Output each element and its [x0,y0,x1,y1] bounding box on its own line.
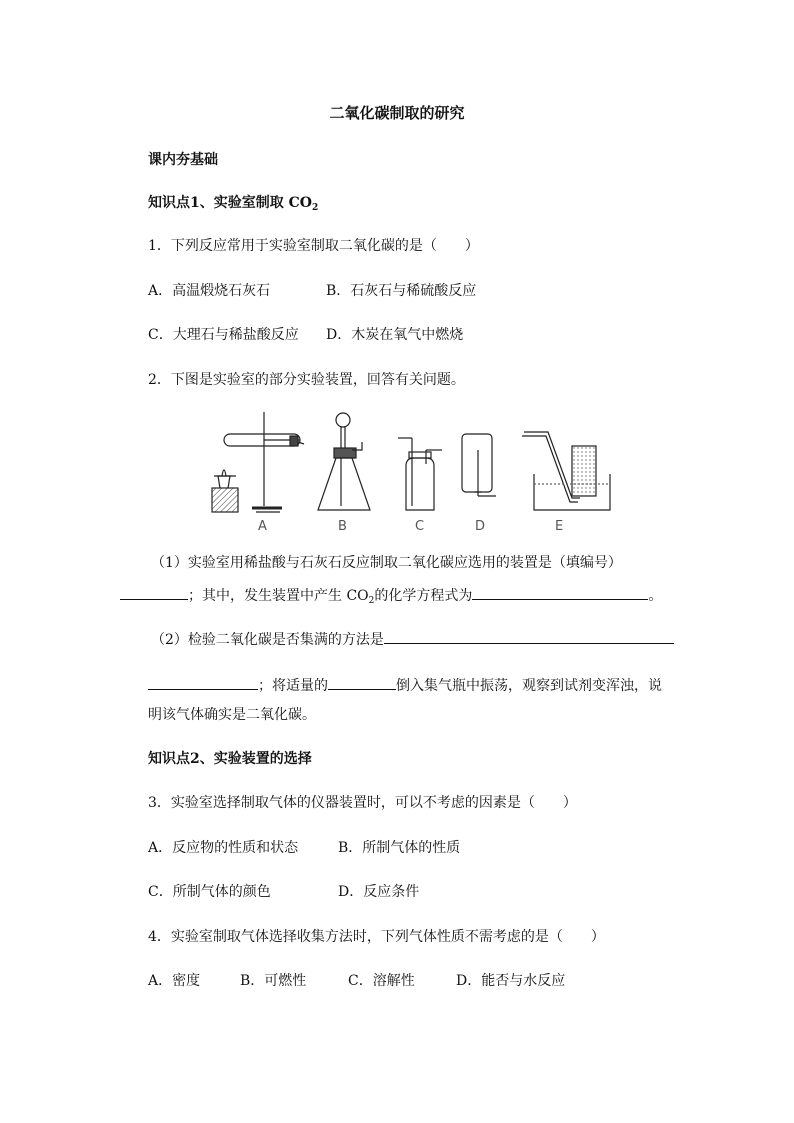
knowledge-point-1 [148,193,318,218]
apparatus-b [318,413,370,510]
q1-option-c: C．大理石与稀盐酸反应 [148,327,299,343]
apparatus-e [522,432,610,510]
kp1-subscript: 2 [311,203,319,213]
apparatus-d [462,434,496,496]
q4-option-d: D．能否与水反应 [456,973,566,989]
q4-option-c: C．溶解性 [348,973,415,989]
apparatus-figure [200,402,620,534]
q2-part1-subscript: 2 [368,596,375,606]
q3-option-c: C．所制气体的颜色 [148,884,271,900]
q2-part2-line3: 明该气体确实是二氧化碳。 [148,707,316,723]
q2-part2-text-a: （2）检验二氧化碳是否集满的方法是 [151,632,384,648]
answer-blank-device[interactable] [120,584,188,600]
q3-option-d: D．反应条件 [338,884,420,900]
apparatus-a [212,412,304,512]
label-c: C [415,519,425,534]
q3-option-a: A．反应物的性质和状态 [148,840,299,856]
label-a: A [258,519,267,534]
question-4-stem: 4．实验室制取气体选择收集方法时，下列气体性质不需考虑的是（ ） [148,929,605,945]
q2-part1-text-c: 的化学方程式为 [374,588,473,604]
question-2-stem: 2．下图是实验室的部分实验装置，回答有关问题。 [148,372,465,388]
question-1-options-row1 [148,281,476,301]
q3-option-b: B．所制气体的性质 [338,840,461,856]
knowledge-point-2: 知识点2、实验装置的选择 [148,751,312,767]
q2-part2-line1 [151,628,674,650]
q2-part2-text-c: 倒入集气瓶中振荡，观察到试剂变浑浊，说 [396,678,662,694]
question-3-options-row2 [148,882,419,902]
question-4-options [148,971,565,991]
q1-option-d: D．木炭在氧气中燃烧 [326,327,464,343]
q4-option-b: B．可燃性 [240,973,307,989]
q2-part1-line2 [120,584,662,611]
q2-part2-line2 [148,674,662,696]
q2-part2-text-b: ；将适量的 [258,678,328,694]
apparatus-c [398,438,442,510]
question-3-options-row1 [148,838,460,858]
answer-blank-method[interactable] [384,628,674,644]
q2-part1-line1: （1）实验室用稀盐酸与石灰石反应制取二氧化碳应选用的装置是（填编号） [151,555,622,571]
kp1-text: 知识点1、实验室制取 CO [148,195,312,211]
q4-option-a: A．密度 [148,973,201,989]
question-1-stem: 1．下列反应常用于实验室制取二氧化碳的是（ ） [148,238,479,254]
section-heading: 课内夯基础 [148,152,218,168]
answer-blank-reagent[interactable] [328,674,396,690]
q1-option-a: A．高温煅烧石灰石 [148,283,271,299]
q2-part1-text-b: ；其中，发生装置中产生 CO [188,588,369,604]
q2-part1-end: 。 [648,588,663,604]
answer-blank-method-cont[interactable] [148,674,258,690]
label-d: D [475,519,486,534]
answer-blank-equation[interactable] [472,584,648,600]
page-title: 二氧化碳制取的研究 [329,104,465,122]
q1-option-b: B．石灰石与稀硫酸反应 [326,283,477,299]
label-e: E [555,519,564,534]
question-1-options-row2 [148,325,463,345]
question-3-stem: 3．实验室选择制取气体的仪器装置时，可以不考虑的因素是（ ） [148,795,577,811]
label-b: B [338,519,347,534]
